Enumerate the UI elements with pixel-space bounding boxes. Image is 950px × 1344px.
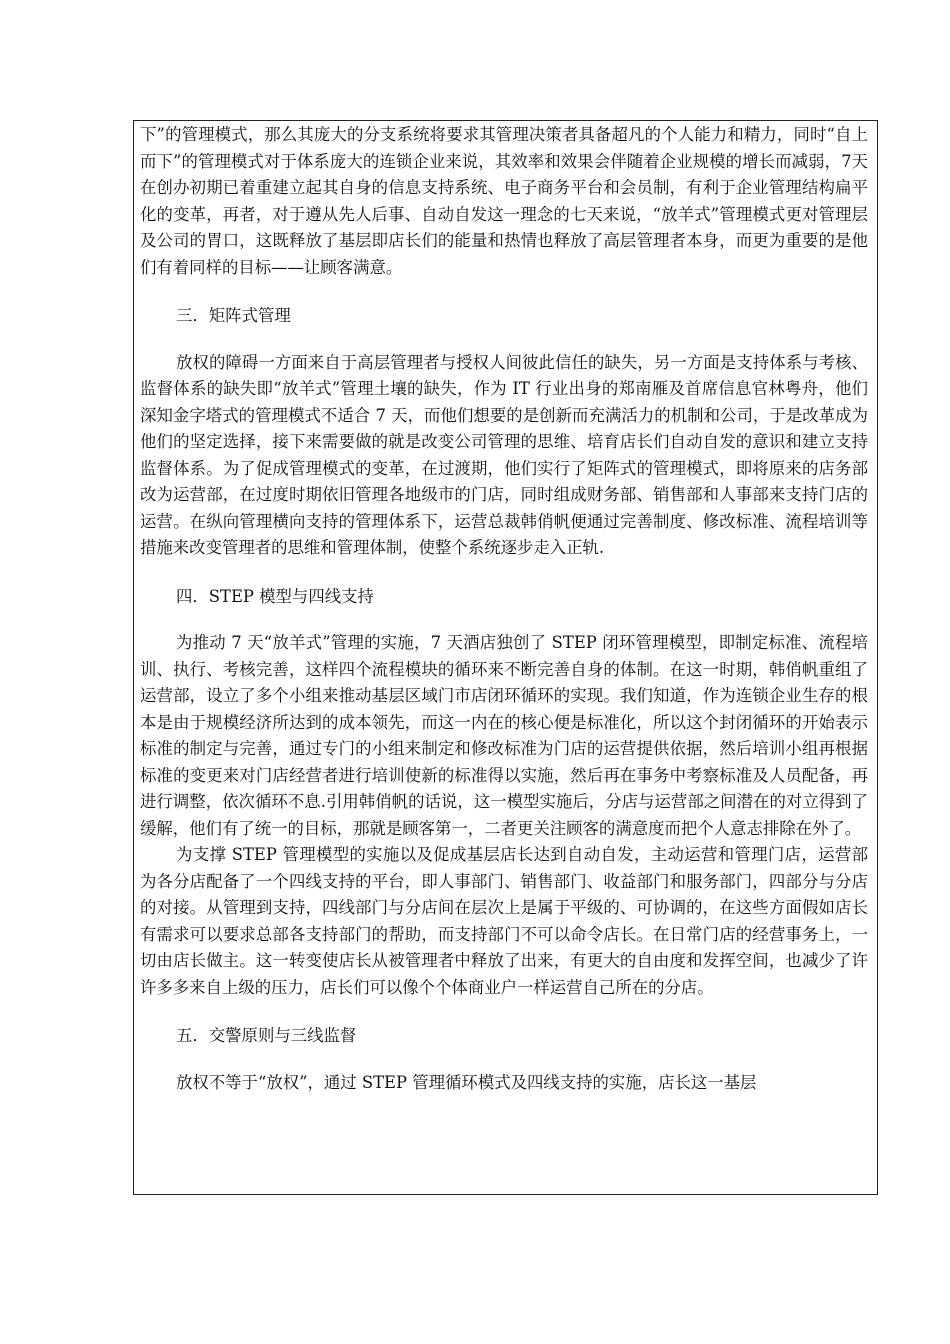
document-body — [140, 122, 868, 1096]
section-5-paragraph: 放权不等于“放权”，通过 STEP 管理循环模式及四线支持的实施，店长这一基层 — [176, 1072, 757, 1092]
section-3-paragraph: 放权的障碍一方面来自于高层管理者与授权人间彼此信任的缺失，另一方面是支持体系与考核、监督体系的缺失即“放羊式”管理土壤的缺失，作为 IT 行业出身的郑南雁及首席信息官林粤舟，他们深知金字塔式的管理模式不适合 7 天，而他们想要的是创新而充满活力的机制和公司，于是改革成为他们的坚定选择，接下来需要做的就是改变公司管理的思维、培育店长们自动自发的意识和建立支持监督体系。为了促成管理模式的变革，在过渡期，他们实行了矩阵式的管理模式，即将原来的店务部改为运营部，在过度时期依旧管理各地级市的门店，同时组成财务部、销售部和人事部来支持门店的运营。在纵向管理横向支持的管理体系下，运营总裁韩俏帆便通过完善制度、修改标准、流程培训等措施来改变管理者的思维和管理体制，使整个系统逐步走入正轨. — [140, 352, 868, 557]
intro-paragraph: 下”的管理模式，那么其庞大的分支系统将要求其管理决策者具备超凡的个人能力和精力，同时“自上而下”的管理模式对于体系庞大的连锁企业来说，其效率和效果会伴随着企业规模的增长而减弱，7天在创办初期已着重建立起其自身的信息支持系统、电子商务平台和会员制，有利于企业管理结构扁平化的变革，再者，对于遵从先人后事、自动自发这一理念的七天来说，“放羊式”管理模式更对管理层及公司的胃口，这既释放了基层即店长们的能量和热情也释放了高层管理者本身，而更为重要的是他们有着同样的目标——让顾客满意。 — [140, 125, 868, 277]
section-3-heading: 三．矩阵式管理 — [176, 306, 291, 325]
section-4-paragraph-2: 为支撑 STEP 管理模型的实施以及促成基层店长达到自动自发，主动运营和管理门店，运营部为各分店配备了一个四线支持的平台，即人事部门、销售部门、收益部门和服务部门，四部分与分店的对接。从管理到支持，四线部门与分店间在层次上是属于平级的、可协调的，在这些方面假如店长有需求可以要求总部各支持部门的帮助，而支持部门不可以命令店长。在日常门店的经营事务上，一切由店长做主。这一转变使店长从被管理者中释放了出来，有更大的自由度和发挥空间，也减少了许许多多来自上级的压力，店长们可以像个个体商业户一样运营自己所在的分店。 — [140, 845, 868, 997]
section-5-heading: 五．交警原则与三线监督 — [176, 1026, 357, 1045]
section-4-paragraph-1: 为推动 7 天“放羊式”管理的实施，7 天酒店独创了 STEP 闭环管理模型，即制定标准、流程培训、执行、考核完善，这样四个流程模块的循环来不断完善自身的体制。在这一时期，韩俏帆重组了运营部，设立了多个小组来推动基层区域门市店闭环循环的实现。我们知道，作为连锁企业生存的根本是由于规模经济所达到的成本领先，而这一内在的核心便是标准化，所以这个封闭循环的开始表示标准的制定与完善，通过专门的小组来制定和修改标准为门店的运营提供依据，然后培训小组再根据标准的变更来对门店经营者进行培训使新的标准得以实施，然后再在事务中考察标准及人员配备，再进行调整，依次循环不息.引用韩俏帆的话说，这一模型实施后，分店与运营部之间潜在的对立得到了缓解，他们有了统一的目标，那就是顾客第一，二者更关注顾客的满意度而把个人意志排除在外了。 — [140, 633, 868, 838]
section-4-heading: 四．STEP 模型与四线支持 — [176, 586, 374, 606]
